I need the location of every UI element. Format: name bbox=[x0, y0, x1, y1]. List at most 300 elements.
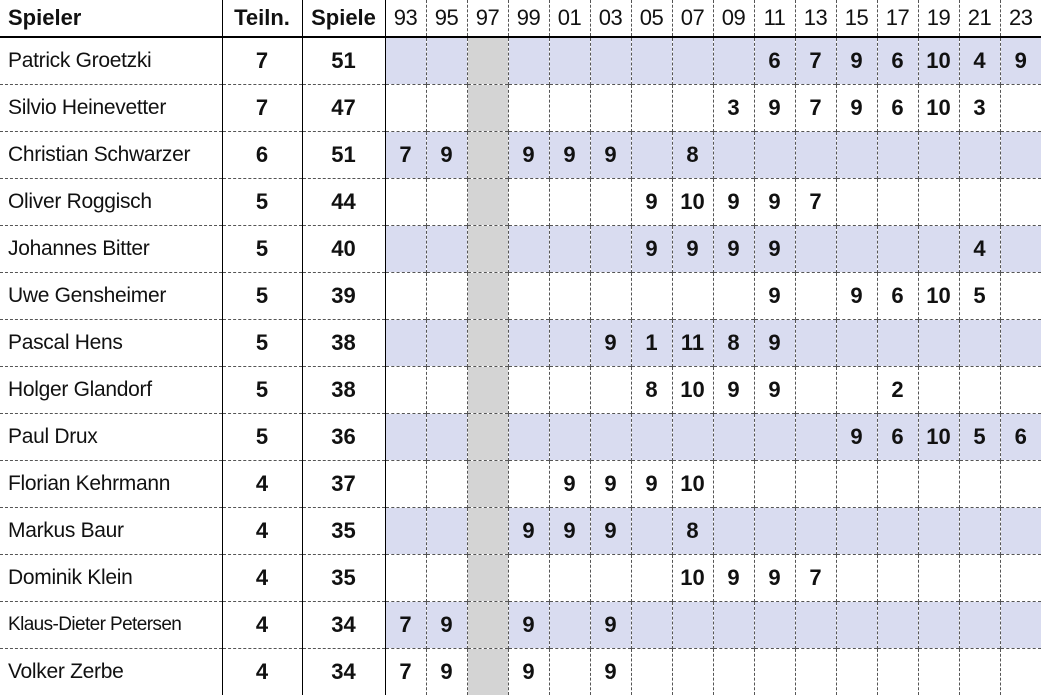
participations-cell: 5 bbox=[222, 179, 302, 226]
year-cell bbox=[385, 226, 426, 273]
year-cell: 9 bbox=[754, 555, 795, 602]
year-cell bbox=[1000, 555, 1041, 602]
player-name: Florian Kehrmann bbox=[0, 461, 222, 508]
year-cell bbox=[467, 85, 508, 132]
year-cell: 9 bbox=[713, 179, 754, 226]
participations-cell: 4 bbox=[222, 649, 302, 696]
year-cell bbox=[795, 461, 836, 508]
header-year: 09 bbox=[713, 0, 754, 37]
year-cell bbox=[426, 85, 467, 132]
year-cell bbox=[918, 508, 959, 555]
year-cell: 9 bbox=[508, 649, 549, 696]
year-cell: 9 bbox=[754, 367, 795, 414]
year-cell bbox=[836, 555, 877, 602]
year-cell bbox=[672, 649, 713, 696]
year-cell bbox=[385, 273, 426, 320]
header-year: 23 bbox=[1000, 0, 1041, 37]
year-cell bbox=[713, 508, 754, 555]
year-cell bbox=[426, 179, 467, 226]
header-year: 93 bbox=[385, 0, 426, 37]
year-cell bbox=[590, 555, 631, 602]
year-cell bbox=[918, 367, 959, 414]
year-cell: 9 bbox=[508, 508, 549, 555]
table-row bbox=[0, 602, 1041, 649]
year-cell bbox=[508, 367, 549, 414]
games-cell: 39 bbox=[302, 273, 385, 320]
year-cell bbox=[713, 649, 754, 696]
year-cell bbox=[508, 273, 549, 320]
year-cell bbox=[713, 414, 754, 461]
year-cell: 2 bbox=[877, 367, 918, 414]
year-cell bbox=[918, 226, 959, 273]
year-cell bbox=[467, 179, 508, 226]
participations-cell: 7 bbox=[222, 37, 302, 85]
year-cell bbox=[426, 461, 467, 508]
player-name: Holger Glandorf bbox=[0, 367, 222, 414]
player-name: Christian Schwarzer bbox=[0, 132, 222, 179]
year-cell: 7 bbox=[795, 179, 836, 226]
year-cell: 9 bbox=[754, 179, 795, 226]
year-cell: 9 bbox=[631, 179, 672, 226]
year-cell bbox=[549, 649, 590, 696]
year-cell bbox=[754, 132, 795, 179]
year-cell: 9 bbox=[713, 555, 754, 602]
year-cell bbox=[508, 226, 549, 273]
games-cell: 34 bbox=[302, 649, 385, 696]
year-cell bbox=[549, 414, 590, 461]
player-name: Oliver Roggisch bbox=[0, 179, 222, 226]
year-cell bbox=[385, 367, 426, 414]
year-cell bbox=[918, 649, 959, 696]
year-cell bbox=[508, 461, 549, 508]
table-row bbox=[0, 132, 1041, 179]
year-cell bbox=[795, 508, 836, 555]
year-cell bbox=[959, 649, 1000, 696]
year-cell bbox=[877, 226, 918, 273]
games-cell: 51 bbox=[302, 132, 385, 179]
table-row bbox=[0, 367, 1041, 414]
year-cell bbox=[467, 508, 508, 555]
year-cell bbox=[467, 602, 508, 649]
games-cell: 34 bbox=[302, 602, 385, 649]
year-cell bbox=[590, 414, 631, 461]
player-name: Klaus-Dieter Petersen bbox=[0, 602, 222, 649]
year-cell bbox=[590, 367, 631, 414]
year-cell bbox=[508, 320, 549, 367]
year-cell bbox=[836, 226, 877, 273]
games-cell: 38 bbox=[302, 367, 385, 414]
year-cell: 4 bbox=[959, 37, 1000, 85]
year-cell bbox=[590, 273, 631, 320]
year-cell: 6 bbox=[877, 37, 918, 85]
year-cell bbox=[508, 37, 549, 85]
year-cell: 9 bbox=[672, 226, 713, 273]
header-row bbox=[0, 0, 1041, 37]
year-cell: 9 bbox=[590, 649, 631, 696]
year-cell bbox=[795, 649, 836, 696]
year-cell bbox=[795, 414, 836, 461]
year-cell: 9 bbox=[549, 461, 590, 508]
year-cell bbox=[795, 132, 836, 179]
year-cell bbox=[426, 414, 467, 461]
table-row bbox=[0, 85, 1041, 132]
year-cell: 10 bbox=[918, 37, 959, 85]
year-cell: 6 bbox=[877, 85, 918, 132]
year-cell bbox=[426, 508, 467, 555]
games-cell: 36 bbox=[302, 414, 385, 461]
year-cell: 10 bbox=[672, 461, 713, 508]
year-cell bbox=[959, 602, 1000, 649]
year-cell bbox=[467, 461, 508, 508]
year-cell bbox=[836, 649, 877, 696]
year-cell bbox=[877, 555, 918, 602]
year-cell bbox=[713, 273, 754, 320]
year-cell bbox=[426, 273, 467, 320]
year-cell bbox=[549, 179, 590, 226]
year-cell bbox=[959, 132, 1000, 179]
year-cell bbox=[467, 320, 508, 367]
year-cell bbox=[1000, 649, 1041, 696]
year-cell bbox=[836, 508, 877, 555]
year-cell bbox=[549, 273, 590, 320]
year-cell bbox=[877, 602, 918, 649]
year-cell: 1 bbox=[631, 320, 672, 367]
games-cell: 44 bbox=[302, 179, 385, 226]
year-cell bbox=[672, 414, 713, 461]
table-row bbox=[0, 461, 1041, 508]
year-cell bbox=[795, 367, 836, 414]
year-cell: 9 bbox=[426, 649, 467, 696]
year-cell bbox=[385, 85, 426, 132]
year-cell: 7 bbox=[385, 602, 426, 649]
player-name: Uwe Gensheimer bbox=[0, 273, 222, 320]
year-cell bbox=[836, 367, 877, 414]
year-cell: 4 bbox=[959, 226, 1000, 273]
year-cell: 7 bbox=[385, 132, 426, 179]
header-year: 17 bbox=[877, 0, 918, 37]
year-cell: 9 bbox=[426, 602, 467, 649]
year-cell bbox=[713, 461, 754, 508]
year-cell bbox=[549, 555, 590, 602]
year-cell bbox=[590, 85, 631, 132]
year-cell bbox=[877, 508, 918, 555]
year-cell bbox=[508, 414, 549, 461]
header-year: 99 bbox=[508, 0, 549, 37]
year-cell bbox=[713, 37, 754, 85]
table-row bbox=[0, 37, 1041, 85]
player-name: Johannes Bitter bbox=[0, 226, 222, 273]
year-cell bbox=[590, 226, 631, 273]
year-cell: 9 bbox=[754, 85, 795, 132]
year-cell bbox=[754, 602, 795, 649]
year-cell bbox=[549, 320, 590, 367]
table-row bbox=[0, 649, 1041, 696]
year-cell bbox=[631, 649, 672, 696]
year-cell bbox=[795, 320, 836, 367]
year-cell bbox=[713, 132, 754, 179]
header-year: 01 bbox=[549, 0, 590, 37]
year-cell: 5 bbox=[959, 273, 1000, 320]
year-cell: 8 bbox=[672, 508, 713, 555]
year-cell: 9 bbox=[631, 461, 672, 508]
year-cell bbox=[754, 508, 795, 555]
year-cell bbox=[672, 85, 713, 132]
year-cell bbox=[918, 461, 959, 508]
year-cell bbox=[467, 273, 508, 320]
participations-cell: 4 bbox=[222, 461, 302, 508]
year-cell bbox=[1000, 508, 1041, 555]
participations-cell: 4 bbox=[222, 602, 302, 649]
games-cell: 47 bbox=[302, 85, 385, 132]
year-cell bbox=[1000, 602, 1041, 649]
participations-cell: 5 bbox=[222, 226, 302, 273]
table-body bbox=[0, 37, 1041, 695]
year-cell bbox=[1000, 226, 1041, 273]
year-cell: 7 bbox=[795, 37, 836, 85]
year-cell bbox=[426, 555, 467, 602]
year-cell: 9 bbox=[508, 132, 549, 179]
year-cell bbox=[795, 226, 836, 273]
year-cell bbox=[959, 555, 1000, 602]
participations-cell: 7 bbox=[222, 85, 302, 132]
header-year: 19 bbox=[918, 0, 959, 37]
year-cell bbox=[426, 367, 467, 414]
year-cell bbox=[836, 179, 877, 226]
year-cell bbox=[426, 226, 467, 273]
header-year: 03 bbox=[590, 0, 631, 37]
year-cell bbox=[877, 179, 918, 226]
year-cell bbox=[672, 273, 713, 320]
player-name: Volker Zerbe bbox=[0, 649, 222, 696]
year-cell bbox=[590, 37, 631, 85]
year-cell bbox=[959, 508, 1000, 555]
year-cell bbox=[877, 649, 918, 696]
year-cell bbox=[754, 414, 795, 461]
year-cell bbox=[549, 367, 590, 414]
year-cell bbox=[467, 649, 508, 696]
year-cell bbox=[631, 132, 672, 179]
year-cell bbox=[754, 649, 795, 696]
year-cell: 11 bbox=[672, 320, 713, 367]
year-cell bbox=[1000, 132, 1041, 179]
year-cell: 9 bbox=[590, 132, 631, 179]
player-name: Paul Drux bbox=[0, 414, 222, 461]
header-year: 21 bbox=[959, 0, 1000, 37]
year-cell bbox=[385, 179, 426, 226]
player-name: Patrick Groetzki bbox=[0, 37, 222, 85]
year-cell: 9 bbox=[590, 602, 631, 649]
year-cell: 8 bbox=[713, 320, 754, 367]
header-games: Spiele bbox=[302, 0, 385, 37]
header-year: 05 bbox=[631, 0, 672, 37]
games-cell: 40 bbox=[302, 226, 385, 273]
year-cell bbox=[1000, 179, 1041, 226]
year-cell: 6 bbox=[877, 414, 918, 461]
year-cell bbox=[549, 37, 590, 85]
year-cell bbox=[918, 555, 959, 602]
year-cell bbox=[631, 602, 672, 649]
year-cell: 6 bbox=[877, 273, 918, 320]
year-cell bbox=[631, 273, 672, 320]
year-cell bbox=[590, 179, 631, 226]
year-cell bbox=[631, 414, 672, 461]
year-cell bbox=[426, 37, 467, 85]
header-player: Spieler bbox=[0, 0, 222, 37]
year-cell bbox=[918, 320, 959, 367]
year-cell: 9 bbox=[836, 37, 877, 85]
year-cell bbox=[754, 461, 795, 508]
year-cell bbox=[918, 132, 959, 179]
table-row bbox=[0, 555, 1041, 602]
table-row bbox=[0, 414, 1041, 461]
table-row bbox=[0, 508, 1041, 555]
participations-cell: 4 bbox=[222, 508, 302, 555]
year-cell bbox=[1000, 320, 1041, 367]
year-cell bbox=[959, 179, 1000, 226]
year-cell: 9 bbox=[590, 461, 631, 508]
year-cell: 9 bbox=[713, 226, 754, 273]
year-cell bbox=[631, 555, 672, 602]
table-row bbox=[0, 320, 1041, 367]
games-cell: 51 bbox=[302, 37, 385, 85]
participations-cell: 6 bbox=[222, 132, 302, 179]
year-cell: 9 bbox=[713, 367, 754, 414]
year-cell: 10 bbox=[918, 273, 959, 320]
year-cell: 8 bbox=[631, 367, 672, 414]
table-row bbox=[0, 226, 1041, 273]
year-cell bbox=[385, 555, 426, 602]
year-cell bbox=[549, 602, 590, 649]
year-cell: 9 bbox=[590, 320, 631, 367]
year-cell bbox=[836, 320, 877, 367]
year-cell bbox=[549, 85, 590, 132]
year-cell: 10 bbox=[672, 555, 713, 602]
year-cell: 9 bbox=[754, 320, 795, 367]
year-cell bbox=[877, 461, 918, 508]
year-cell: 9 bbox=[549, 132, 590, 179]
year-cell bbox=[1000, 367, 1041, 414]
year-cell bbox=[631, 37, 672, 85]
games-cell: 35 bbox=[302, 555, 385, 602]
header-year: 97 bbox=[467, 0, 508, 37]
year-cell bbox=[385, 508, 426, 555]
year-cell bbox=[1000, 273, 1041, 320]
year-cell: 10 bbox=[918, 85, 959, 132]
header-participations: Teiln. bbox=[222, 0, 302, 37]
year-cell: 6 bbox=[1000, 414, 1041, 461]
year-cell: 9 bbox=[549, 508, 590, 555]
year-cell: 6 bbox=[754, 37, 795, 85]
header-year: 13 bbox=[795, 0, 836, 37]
games-cell: 37 bbox=[302, 461, 385, 508]
year-cell: 10 bbox=[672, 179, 713, 226]
year-cell bbox=[631, 85, 672, 132]
year-cell bbox=[959, 320, 1000, 367]
year-cell bbox=[385, 461, 426, 508]
table-row bbox=[0, 179, 1041, 226]
year-cell bbox=[385, 320, 426, 367]
year-cell bbox=[385, 414, 426, 461]
year-cell: 9 bbox=[426, 132, 467, 179]
year-cell bbox=[877, 132, 918, 179]
year-cell bbox=[467, 367, 508, 414]
header-year: 15 bbox=[836, 0, 877, 37]
year-cell bbox=[672, 37, 713, 85]
header-year: 11 bbox=[754, 0, 795, 37]
year-cell: 7 bbox=[795, 555, 836, 602]
year-cell bbox=[467, 37, 508, 85]
year-cell bbox=[1000, 461, 1041, 508]
player-name: Pascal Hens bbox=[0, 320, 222, 367]
year-cell: 5 bbox=[959, 414, 1000, 461]
year-cell: 9 bbox=[836, 414, 877, 461]
year-cell: 7 bbox=[795, 85, 836, 132]
year-cell: 9 bbox=[754, 273, 795, 320]
header-year: 95 bbox=[426, 0, 467, 37]
year-cell bbox=[1000, 85, 1041, 132]
year-cell bbox=[549, 226, 590, 273]
table-row bbox=[0, 273, 1041, 320]
year-cell: 3 bbox=[713, 85, 754, 132]
year-cell bbox=[836, 461, 877, 508]
year-cell bbox=[795, 602, 836, 649]
year-cell: 9 bbox=[836, 85, 877, 132]
year-cell: 9 bbox=[590, 508, 631, 555]
year-cell bbox=[918, 179, 959, 226]
year-cell bbox=[508, 179, 549, 226]
player-name: Dominik Klein bbox=[0, 555, 222, 602]
year-cell bbox=[426, 320, 467, 367]
participations-cell: 5 bbox=[222, 414, 302, 461]
year-cell: 9 bbox=[508, 602, 549, 649]
participations-cell: 5 bbox=[222, 367, 302, 414]
year-cell bbox=[467, 132, 508, 179]
year-cell: 3 bbox=[959, 85, 1000, 132]
player-name: Silvio Heinevetter bbox=[0, 85, 222, 132]
year-cell bbox=[672, 602, 713, 649]
player-name: Markus Baur bbox=[0, 508, 222, 555]
year-cell: 9 bbox=[1000, 37, 1041, 85]
participations-cell: 5 bbox=[222, 320, 302, 367]
year-cell bbox=[959, 461, 1000, 508]
year-cell bbox=[467, 226, 508, 273]
header-year: 07 bbox=[672, 0, 713, 37]
year-cell: 9 bbox=[836, 273, 877, 320]
year-cell: 9 bbox=[754, 226, 795, 273]
participations-cell: 4 bbox=[222, 555, 302, 602]
year-cell bbox=[836, 132, 877, 179]
year-cell bbox=[467, 414, 508, 461]
year-cell bbox=[877, 320, 918, 367]
participations-cell: 5 bbox=[222, 273, 302, 320]
year-cell bbox=[959, 367, 1000, 414]
year-cell: 10 bbox=[672, 367, 713, 414]
year-cell bbox=[713, 602, 754, 649]
year-cell bbox=[467, 555, 508, 602]
year-cell bbox=[918, 602, 959, 649]
year-cell bbox=[836, 602, 877, 649]
year-cell: 9 bbox=[631, 226, 672, 273]
year-cell bbox=[795, 273, 836, 320]
games-cell: 35 bbox=[302, 508, 385, 555]
year-cell: 8 bbox=[672, 132, 713, 179]
year-cell bbox=[385, 37, 426, 85]
year-cell bbox=[631, 508, 672, 555]
year-cell bbox=[508, 555, 549, 602]
games-cell: 38 bbox=[302, 320, 385, 367]
year-cell: 10 bbox=[918, 414, 959, 461]
year-cell bbox=[508, 85, 549, 132]
